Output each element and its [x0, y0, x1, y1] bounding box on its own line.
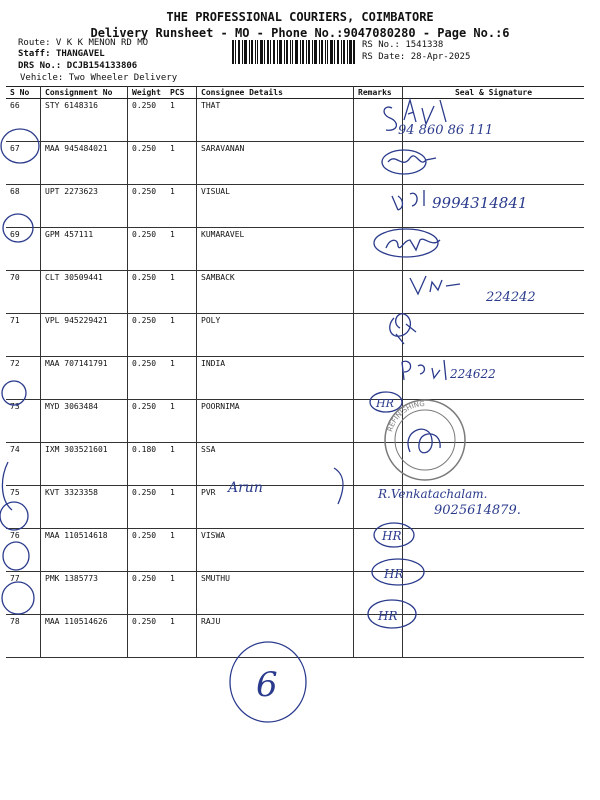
cell-pcs: 1 — [166, 572, 197, 615]
cell-seal — [403, 357, 585, 400]
table-row — [6, 529, 584, 572]
signature-66-phone: 94 860 86 111 — [398, 123, 494, 138]
table-row — [6, 486, 584, 529]
cell-consignee: POORNIMA — [197, 400, 354, 443]
cell-remarks — [354, 400, 403, 443]
drs-value: DCJB154133806 — [66, 61, 138, 71]
table-row — [6, 271, 584, 314]
cell-remarks — [354, 228, 403, 271]
cell-remarks — [354, 572, 403, 615]
cell-seal — [403, 228, 585, 271]
cell-sno: 66 — [6, 99, 41, 142]
cell-consignee: INDIA — [197, 357, 354, 400]
cell-remarks — [354, 357, 403, 400]
table-row — [6, 185, 584, 228]
cell-consignee: VISUAL — [197, 185, 354, 228]
cell-weight: 0.250 — [128, 400, 167, 443]
signature-77: HR — [384, 567, 404, 581]
cell-seal — [403, 271, 585, 314]
company-title: THE PROFESSIONAL COURIERS, COIMBATORE — [166, 10, 434, 24]
cell-weight: 0.250 — [128, 357, 167, 400]
cell-seal — [403, 400, 585, 443]
cell-sno: 73 — [6, 400, 41, 443]
cell-pcs: 1 — [166, 400, 197, 443]
table-row — [6, 142, 584, 185]
signature-73: HR — [376, 397, 394, 410]
cell-consignee: THAT — [197, 99, 354, 142]
col-consignee: Consignee Details — [197, 87, 354, 99]
table-row — [6, 357, 584, 400]
cell-pcs: 1 — [166, 228, 197, 271]
cell-sno: 68 — [6, 185, 41, 228]
cell-consignment: MAA 707141791 — [41, 357, 128, 400]
cell-seal — [403, 185, 585, 228]
cell-pcs: 1 — [166, 443, 197, 486]
cell-weight: 0.250 — [128, 271, 167, 314]
cell-remarks — [354, 443, 403, 486]
cell-pcs: 1 — [166, 271, 197, 314]
table-row — [6, 615, 584, 658]
table-row — [6, 572, 584, 615]
cell-seal — [403, 529, 585, 572]
cell-consignment: PMK 1385773 — [41, 572, 128, 615]
cell-consignee: POLY — [197, 314, 354, 357]
cell-remarks — [354, 486, 403, 529]
signature-68-phone: 9994314841 — [432, 194, 528, 212]
cell-weight: 0.250 — [128, 142, 167, 185]
table-row — [6, 443, 584, 486]
route-text: Route: V K K MENON RD MO — [18, 38, 149, 48]
staff-value: THANGAVEL — [55, 49, 105, 59]
cell-consignee: KUMARAVEL — [197, 228, 354, 271]
cell-sno: 69 — [6, 228, 41, 271]
cell-consignment: MYD 3063484 — [41, 400, 128, 443]
cell-consignee: SARAVANAN — [197, 142, 354, 185]
cell-seal — [403, 142, 585, 185]
table-row — [6, 228, 584, 271]
drs-line — [18, 61, 137, 71]
signature-76: HR — [382, 529, 402, 543]
cell-consignee: VISWA — [197, 529, 354, 572]
cell-remarks — [354, 99, 403, 142]
cell-weight: 0.250 — [128, 314, 167, 357]
cell-remarks — [354, 185, 403, 228]
cell-remarks — [354, 271, 403, 314]
cell-remarks — [354, 142, 403, 185]
cell-consignment: MAA 945484021 — [41, 142, 128, 185]
signature-72-number: 224622 — [450, 367, 496, 381]
cell-pcs: 1 — [166, 357, 197, 400]
table-row — [6, 314, 584, 357]
staff-line — [18, 49, 105, 59]
cell-weight: 0.250 — [128, 228, 167, 271]
cell-seal — [403, 615, 585, 658]
runsheet-table — [6, 86, 584, 658]
table-row — [6, 400, 584, 443]
cell-sno: 77 — [6, 572, 41, 615]
cell-consignment: GPM 457111 — [41, 228, 128, 271]
cell-remarks — [354, 615, 403, 658]
signature-75-name: R.Venkatachalam. — [378, 487, 488, 501]
stamp-text: REFINISHING — [386, 399, 426, 433]
cell-sno: 72 — [6, 357, 41, 400]
cell-consignee: PVR — [197, 486, 354, 529]
cell-consignee: SAMBACK — [197, 271, 354, 314]
cell-seal — [403, 443, 585, 486]
cell-pcs: 1 — [166, 486, 197, 529]
staff-label: Staff: — [18, 49, 51, 59]
cell-weight: 0.250 — [128, 486, 167, 529]
cell-consignment: VPL 945229421 — [41, 314, 128, 357]
signature-70-number: 224242 — [486, 290, 536, 305]
cell-weight: 0.250 — [128, 572, 167, 615]
cell-pcs: 1 — [166, 529, 197, 572]
cell-consignment: MAA 110514626 — [41, 615, 128, 658]
cell-pcs: 1 — [166, 99, 197, 142]
cell-sno: 71 — [6, 314, 41, 357]
cell-consignment: KVT 3323358 — [41, 486, 128, 529]
cell-seal — [403, 572, 585, 615]
table-row — [6, 99, 584, 142]
cell-weight: 0.250 — [128, 99, 167, 142]
col-pcs: PCS — [166, 87, 197, 99]
signature-78: HR — [378, 609, 398, 623]
cell-pcs: 1 — [166, 185, 197, 228]
cell-pcs: 1 — [166, 314, 197, 357]
cell-sno: 76 — [6, 529, 41, 572]
cell-consignment: MAA 110514618 — [41, 529, 128, 572]
cell-weight: 0.250 — [128, 615, 167, 658]
drs-label: DRS No.: — [18, 61, 62, 71]
cell-consignment: CLT 30509441 — [41, 271, 128, 314]
remark-75: Arun — [228, 480, 263, 496]
cell-consignee: SSA — [197, 443, 354, 486]
col-weight: Weight — [128, 87, 167, 99]
cell-remarks — [354, 529, 403, 572]
rs-date: RS Date: 28-Apr-2025 — [362, 52, 471, 62]
cell-weight: 0.250 — [128, 529, 167, 572]
page-number-handwritten: 6 — [256, 665, 278, 705]
cell-seal — [403, 99, 585, 142]
cell-consignee: RAJU — [197, 615, 354, 658]
cell-consignment: UPT 2273623 — [41, 185, 128, 228]
vehicle-text: Vehicle: Two Wheeler Delivery — [20, 73, 178, 83]
col-seal: Seal & Signature — [403, 87, 585, 99]
cell-remarks — [354, 314, 403, 357]
cell-sno: 67 — [6, 142, 41, 185]
cell-sno: 74 — [6, 443, 41, 486]
cell-weight: 0.180 — [128, 443, 167, 486]
cell-pcs: 1 — [166, 142, 197, 185]
cell-consignee: SMUTHU — [197, 572, 354, 615]
col-consignment: Consignment No — [41, 87, 128, 99]
cell-sno: 78 — [6, 615, 41, 658]
cell-weight: 0.250 — [128, 185, 167, 228]
col-remarks: Remarks — [354, 87, 403, 99]
cell-sno: 75 — [6, 486, 41, 529]
table-header-row — [6, 87, 584, 99]
barcode-image — [232, 40, 356, 64]
cell-pcs: 1 — [166, 615, 197, 658]
signature-75-phone: 9025614879. — [434, 503, 521, 518]
runsheet-title: Delivery Runsheet - MO - Phone No.:9047080280 - Page No.:6 — [90, 26, 510, 40]
cell-sno: 70 — [6, 271, 41, 314]
cell-consignment: STY 6148316 — [41, 99, 128, 142]
col-sno: S No — [6, 87, 41, 99]
rs-number: RS No.: 1541338 — [362, 40, 444, 50]
cell-seal — [403, 314, 585, 357]
cell-consignment: IXM 303521601 — [41, 443, 128, 486]
cell-seal — [403, 486, 585, 529]
